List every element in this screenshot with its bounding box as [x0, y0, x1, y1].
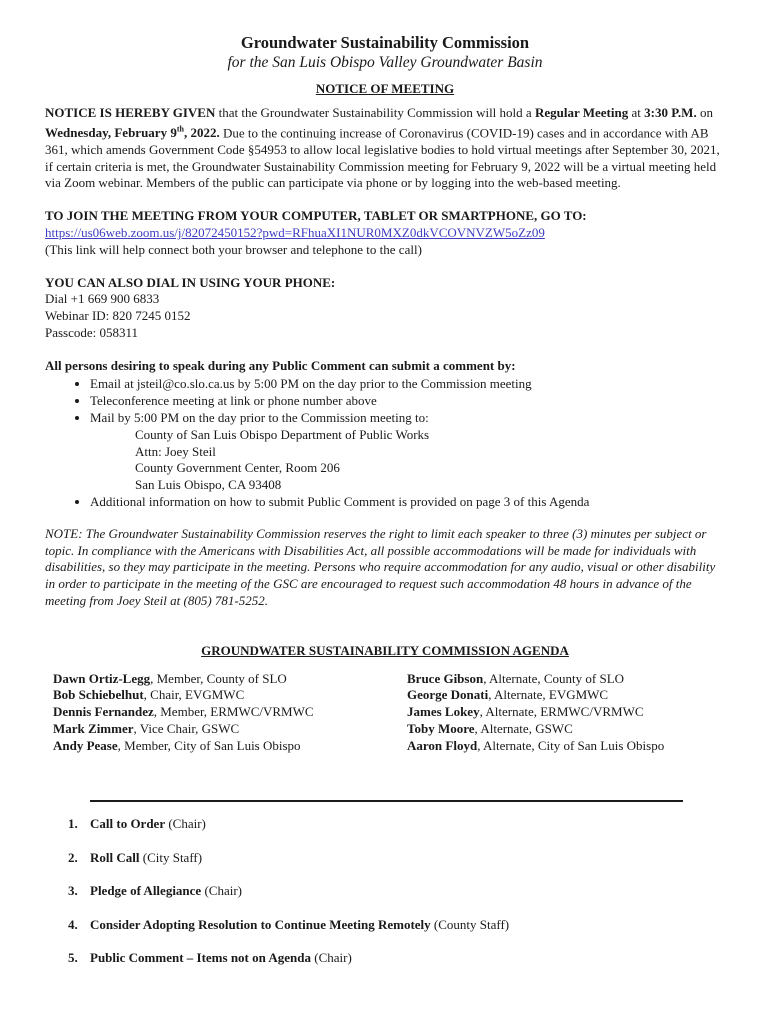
item-presenter: (County Staff)	[430, 916, 510, 932]
member-entry	[407, 721, 664, 738]
webinar-id: Webinar ID: 820 7245 0152	[45, 308, 191, 324]
member-name: Dawn Ortiz-Legg	[53, 670, 151, 686]
address-line: County of San Luis Obispo Department of Public Works	[135, 426, 430, 442]
list-item: • Additional information on how to submit Public Comment is provided on page 3 of this Agenda	[90, 494, 725, 511]
accommodation-note: NOTE: The Groundwater Sustainability Commission reserves the right to limit each speaker to three (3) minutes per subject or topic. In compliance with the Americans with Disabilities Act, all possible accommodations will be made for individuals with disabilities, so they may participate in the meeting. Persons who require accommodation for any audio, visual or other disability in order to participate in the meeting of the GSC are encouraged to request such accommodation 48 hours in advance of the meeting from Joey Steil at (805) 781-5252.	[45, 525, 716, 609]
address-line: Attn: Joey Steil	[135, 443, 216, 459]
item-title: Consider Adopting Resolution to Continue Meeting Remotely	[90, 916, 431, 932]
item-title: Pledge of Allegiance	[90, 883, 202, 899]
member-name: Bruce Gibson	[407, 670, 484, 686]
agenda-heading: GROUNDWATER SUSTAINABILITY COMMISSION AGENDA	[201, 642, 569, 658]
comment-section	[45, 358, 725, 511]
zoom-link[interactable]: https://us06web.zoom.us/j/82072450152?pwd=RFhuaXI1NUR0MXZ0dkVCOVNVZW5oZz09	[45, 224, 545, 240]
join-note: (This link will help connect both your browser and telephone to the call)	[45, 241, 422, 257]
member-entry	[53, 738, 314, 755]
divider	[90, 800, 683, 802]
agenda-item	[68, 882, 509, 916]
list-item: • Email at jsteil@co.slo.ca.us by 5:00 PM on the day prior to the Commission meeting	[90, 376, 725, 393]
address-line: County Government Center, Room 206	[135, 460, 340, 476]
mailing-address	[90, 427, 725, 494]
notice-text: at	[628, 104, 645, 120]
notice-paragraph	[45, 105, 725, 192]
member-entry	[407, 687, 664, 704]
list-item: • Teleconference meeting at link or phone number above	[90, 393, 725, 410]
item-number: 1.	[68, 816, 78, 831]
member-role: , Member, County of SLO	[150, 670, 287, 686]
member-entry	[53, 687, 314, 704]
mail-option: Mail by 5:00 PM on the day prior to the Commission meeting to:	[90, 410, 429, 426]
notice-text: that the Groundwater Sustainability Commission will hold a	[215, 104, 535, 120]
members-right-column	[407, 671, 664, 755]
meeting-year: , 2022.	[183, 124, 220, 140]
agenda-item	[68, 949, 509, 983]
member-role: , Chair, EVGMWC	[143, 687, 245, 703]
item-title: Call to Order	[90, 816, 166, 831]
member-role: , Alternate, City of San Luis Obispo	[477, 737, 665, 753]
comment-options	[45, 376, 725, 510]
member-name: James Lokey	[407, 704, 480, 720]
member-role: , Member, City of San Luis Obispo	[117, 737, 301, 753]
item-presenter: (Chair)	[311, 950, 352, 966]
member-role: , Alternate, ERMWC/VRMWC	[479, 704, 644, 720]
commission-members	[45, 671, 725, 755]
member-role: , Alternate, GSWC	[474, 721, 573, 737]
join-heading: TO JOIN THE MEETING FROM YOUR COMPUTER, TABLET OR SMARTPHONE, GO TO:	[45, 208, 587, 224]
item-number: 2.	[68, 849, 78, 865]
agenda-item	[68, 849, 509, 883]
comment-heading: All persons desiring to speak during any Public Comment can submit a comment by:	[45, 357, 516, 373]
member-name: Bob Schiebelhut	[53, 687, 144, 703]
agenda-list	[68, 815, 509, 983]
members-left-column	[53, 671, 314, 755]
join-section	[45, 208, 725, 258]
dial-section	[45, 275, 725, 342]
day-suffix: th	[176, 124, 184, 134]
meeting-type: Regular Meeting	[534, 104, 629, 120]
item-number: 3.	[68, 883, 78, 899]
member-name: Toby Moore	[407, 721, 475, 737]
member-entry	[407, 704, 664, 721]
dial-phone: Dial +1 669 900 6833	[45, 291, 160, 307]
member-name: Andy Pease	[53, 737, 118, 753]
list-item	[90, 410, 725, 494]
item-number: 4.	[68, 916, 78, 932]
item-presenter: (Chair)	[165, 816, 206, 831]
member-role: , Vice Chair, GSWC	[133, 721, 240, 737]
notice-heading: NOTICE OF MEETING	[315, 81, 455, 96]
member-role: , Alternate, County of SLO	[483, 670, 625, 686]
notice-text: on	[696, 104, 713, 120]
item-presenter: (City Staff)	[139, 849, 203, 865]
member-entry	[53, 704, 314, 721]
member-name: Aaron Floyd	[407, 737, 478, 753]
item-presenter: (Chair)	[201, 883, 242, 899]
agenda-item	[68, 916, 509, 950]
meeting-date	[45, 125, 220, 140]
dial-heading: YOU CAN ALSO DIAL IN USING YOUR PHONE:	[45, 274, 336, 290]
document-page	[45, 32, 725, 755]
member-entry	[407, 738, 664, 755]
member-entry	[407, 671, 664, 688]
item-number: 5.	[68, 950, 78, 966]
member-name: Dennis Fernandez	[53, 704, 154, 720]
notice-lead: NOTICE IS HEREBY GIVEN	[45, 104, 216, 120]
member-role: , Alternate, EVGMWC	[488, 687, 609, 703]
passcode: Passcode: 058311	[45, 324, 139, 340]
item-title: Public Comment – Items not on Agenda	[90, 950, 312, 966]
member-role: , Member, ERMWC/VRMWC	[153, 704, 314, 720]
member-entry	[53, 721, 314, 738]
notice-text: Due to the continuing increase of Coronavirus (COVID-19) cases and in accordance with AB 361, which amends Government Code §54953 to allow local legislative bodies to hold virtual meetings after September 30, 2021, if certain criteria is met, the Groundwater Sustainability Commission meeting for February 9, 2022 will be a virtual meeting held via Zoom webinar. Members of the public can participate via phone or by logging into the web-based meeting.	[45, 124, 720, 191]
member-name: George Donati	[407, 687, 489, 703]
page-title: Groundwater Sustainability Commission	[240, 33, 530, 52]
meeting-time: 3:30 P.M.	[644, 104, 697, 120]
member-entry	[53, 671, 314, 688]
meeting-day: Wednesday, February 9	[45, 124, 177, 140]
item-title: Roll Call	[90, 849, 140, 865]
agenda-item	[68, 815, 509, 849]
address-line: San Luis Obispo, CA 93408	[135, 477, 282, 493]
member-name: Mark Zimmer	[53, 721, 134, 737]
page-subtitle: for the San Luis Obispo Valley Groundwater Basin	[227, 54, 543, 71]
